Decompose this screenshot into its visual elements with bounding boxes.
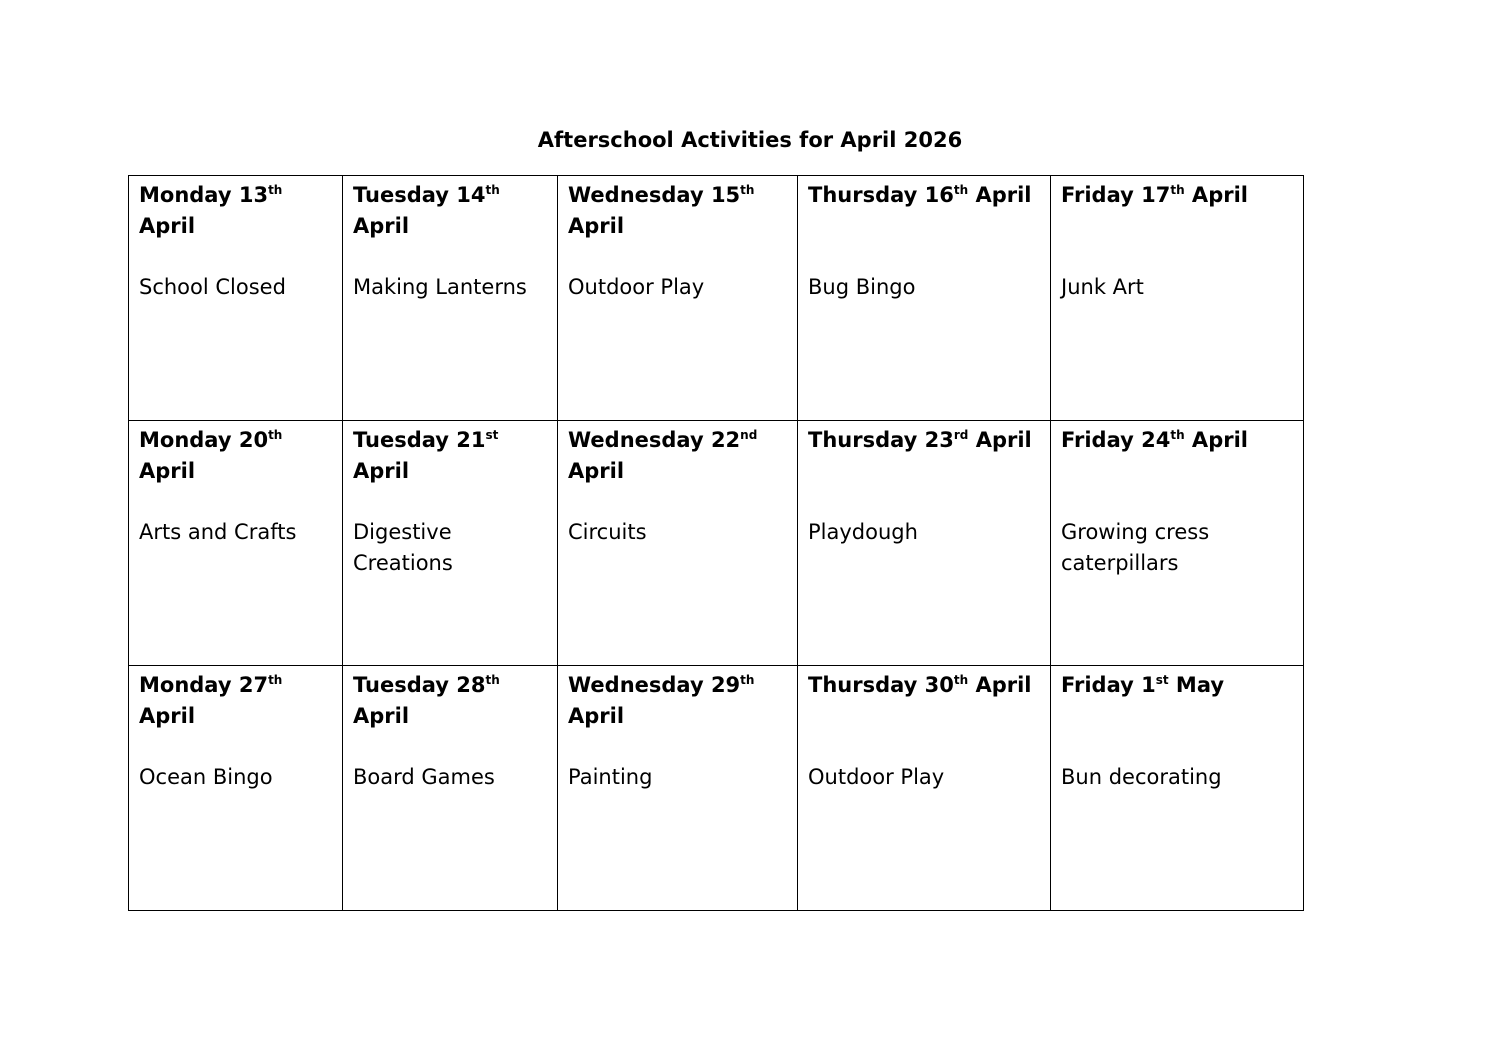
date-ordinal-suffix: th	[268, 183, 283, 197]
day-date	[1061, 180, 1297, 242]
date-ordinal-suffix: th	[1170, 183, 1185, 197]
date-ordinal-suffix: th	[953, 673, 969, 687]
day-cell-content	[558, 666, 797, 793]
day-date	[353, 180, 551, 242]
date-ordinal-suffix: th	[740, 183, 755, 197]
day-date	[568, 180, 791, 242]
day-cell-content	[798, 421, 1050, 548]
date-ordinal-suffix: th	[268, 428, 283, 442]
day-name-number: Thursday 16	[808, 183, 954, 207]
day-cell-content	[343, 421, 557, 579]
day-month: April	[353, 459, 410, 483]
activity-name: School Closed	[139, 275, 286, 299]
date-ordinal-suffix: rd	[953, 428, 969, 442]
activity-name: Digestive Creations	[353, 520, 453, 575]
day-cell	[798, 421, 1051, 666]
day-name-number: Friday 24	[1061, 428, 1171, 452]
activity-name: Painting	[568, 765, 653, 789]
day-date	[808, 180, 1044, 242]
day-name-number: Monday 27	[139, 673, 269, 697]
day-cell	[1051, 666, 1304, 911]
day-name-number: Tuesday 28	[353, 673, 486, 697]
day-name-number: Monday 13	[139, 183, 269, 207]
day-date	[139, 670, 336, 732]
day-cell-content	[798, 176, 1050, 303]
day-cell	[129, 421, 343, 666]
day-name-number: Wednesday 15	[568, 183, 741, 207]
day-cell-content	[1051, 666, 1303, 793]
day-cell	[558, 421, 798, 666]
date-ordinal-suffix: th	[740, 673, 755, 687]
week-row	[129, 666, 1304, 911]
day-cell-content	[129, 421, 342, 548]
day-month: April	[139, 214, 196, 238]
activity-name: Bug Bingo	[808, 275, 916, 299]
day-cell-content	[558, 421, 797, 548]
page-title: Afterschool Activities for April 2026	[537, 128, 963, 152]
day-month: April	[968, 428, 1032, 452]
day-name-number: Friday 1	[1061, 673, 1156, 697]
activity-name: Growing cress caterpillars	[1061, 520, 1210, 575]
day-month: April	[968, 183, 1032, 207]
date-ordinal-suffix: th	[1170, 428, 1185, 442]
day-name-number: Thursday 23	[808, 428, 954, 452]
activities-table	[128, 175, 1304, 911]
day-month: April	[568, 459, 625, 483]
activity-name: Bun decorating	[1061, 765, 1222, 789]
day-name-number: Tuesday 14	[353, 183, 486, 207]
day-name-number: Friday 17	[1061, 183, 1171, 207]
day-date	[139, 180, 336, 242]
day-cell	[129, 666, 343, 911]
activity-name: Circuits	[568, 520, 647, 544]
day-month: April	[353, 214, 410, 238]
day-name-number: Monday 20	[139, 428, 269, 452]
day-name-number: Tuesday 21	[353, 428, 486, 452]
day-name-number: Thursday 30	[808, 673, 954, 697]
day-month: April	[968, 673, 1032, 697]
day-cell	[558, 666, 798, 911]
week-row	[129, 176, 1304, 421]
day-cell	[798, 176, 1051, 421]
activity-name: Arts and Crafts	[139, 520, 297, 544]
day-month: May	[1168, 673, 1225, 697]
date-ordinal-suffix: th	[485, 673, 500, 687]
activity-name: Outdoor Play	[568, 275, 705, 299]
activity-name: Playdough	[808, 520, 918, 544]
day-name-number: Wednesday 29	[568, 673, 741, 697]
activity-name: Junk Art	[1061, 275, 1144, 299]
day-month: April	[568, 704, 625, 728]
day-date	[568, 425, 791, 487]
day-date	[808, 670, 1044, 732]
day-cell	[129, 176, 343, 421]
day-date	[353, 425, 551, 487]
date-ordinal-suffix: st	[1155, 673, 1169, 687]
day-cell-content	[798, 666, 1050, 793]
day-month: April	[139, 704, 196, 728]
date-ordinal-suffix: th	[485, 183, 500, 197]
day-month: April	[139, 459, 196, 483]
day-cell-content	[129, 666, 342, 793]
day-date	[1061, 670, 1297, 732]
day-month: April	[568, 214, 625, 238]
date-ordinal-suffix: st	[485, 428, 499, 442]
date-ordinal-suffix: nd	[740, 428, 758, 442]
day-cell-content	[1051, 176, 1303, 303]
day-cell-content	[129, 176, 342, 303]
day-name-number: Wednesday 22	[568, 428, 741, 452]
activity-name: Board Games	[353, 765, 495, 789]
day-date	[1061, 425, 1297, 487]
date-ordinal-suffix: th	[268, 673, 283, 687]
day-date	[568, 670, 791, 732]
day-date	[139, 425, 336, 487]
activity-name: Ocean Bingo	[139, 765, 273, 789]
day-month: April	[1184, 428, 1248, 452]
day-cell-content	[343, 666, 557, 793]
day-cell	[558, 176, 798, 421]
day-date	[353, 670, 551, 732]
day-cell	[1051, 421, 1304, 666]
week-row	[129, 421, 1304, 666]
day-date	[808, 425, 1044, 487]
day-cell	[343, 421, 558, 666]
day-cell	[343, 176, 558, 421]
activity-name: Making Lanterns	[353, 275, 527, 299]
activity-name: Outdoor Play	[808, 765, 945, 789]
day-cell	[1051, 176, 1304, 421]
day-cell	[343, 666, 558, 911]
day-cell-content	[1051, 421, 1303, 579]
day-cell-content	[343, 176, 557, 303]
day-cell-content	[558, 176, 797, 303]
day-cell	[798, 666, 1051, 911]
day-month: April	[1184, 183, 1248, 207]
date-ordinal-suffix: th	[953, 183, 969, 197]
day-month: April	[353, 704, 410, 728]
